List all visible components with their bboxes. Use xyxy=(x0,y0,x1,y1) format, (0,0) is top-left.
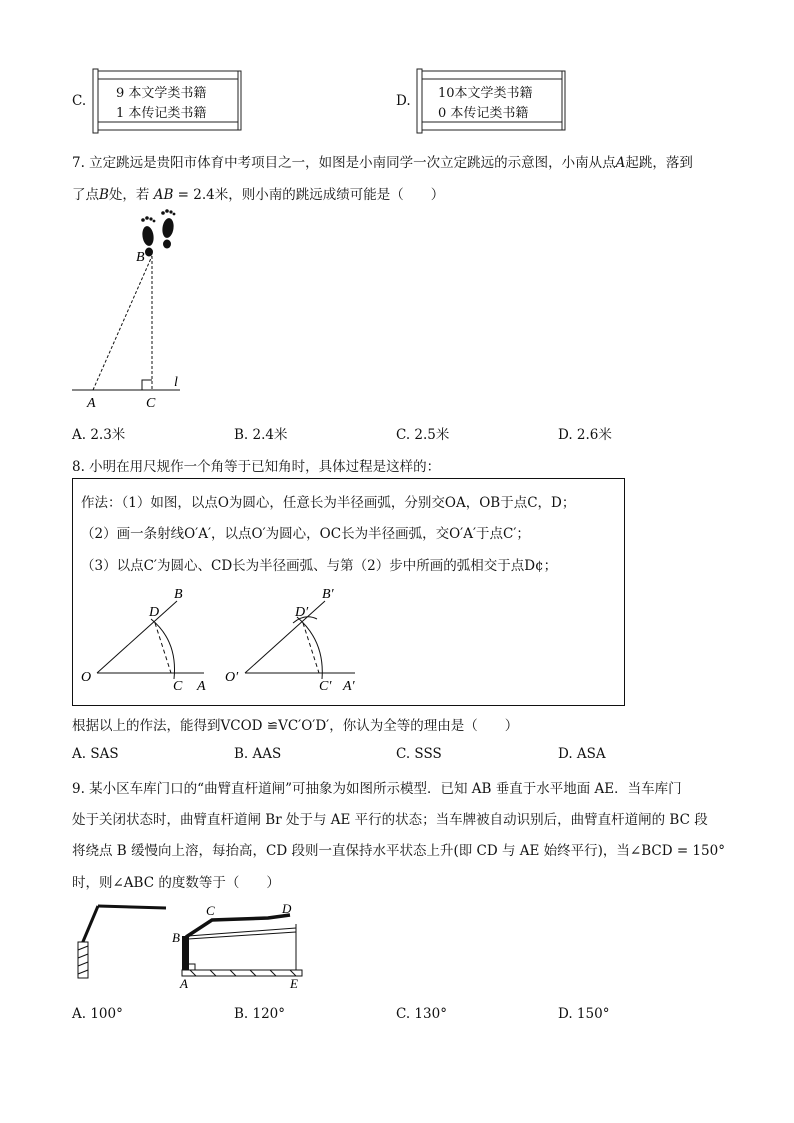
q6-option-d-line2: 0 本传记类书籍 xyxy=(438,106,529,121)
q9-label-C: C xyxy=(206,903,215,918)
q7-label-l: l xyxy=(174,375,178,390)
q6-option-c-line1: 9 本文学类书籍 xyxy=(116,86,207,101)
q6-option-c-label: C. xyxy=(72,93,87,109)
q8-fig2-label-C: C′ xyxy=(319,679,332,693)
q6-option-c xyxy=(72,68,252,136)
q9-gate-model xyxy=(170,900,310,992)
q6-option-c-line2: 1 本传记类书籍 xyxy=(116,106,207,121)
q8-figure-constructed xyxy=(225,583,375,693)
q8-option-b[interactable]: B. AAS xyxy=(234,746,282,762)
q8-option-a[interactable]: A. SAS xyxy=(72,746,119,762)
q7-option-a[interactable]: A. 2.3米 xyxy=(72,427,126,443)
q8-stem: 8. 小明在用尺规作一个角等于已知角时，具体过程是这样的： xyxy=(72,459,441,475)
q8-option-d[interactable]: D. ASA xyxy=(558,746,606,762)
q7-label-A: A xyxy=(87,396,96,411)
q7-option-b[interactable]: B. 2.4米 xyxy=(234,427,288,443)
q9-label-E: E xyxy=(290,976,298,991)
q8-fig2-label-D: D′ xyxy=(295,605,309,620)
q9-option-d[interactable]: D. 150° xyxy=(558,1006,610,1022)
q9-label-B: B xyxy=(172,930,180,945)
q8-fig2-label-O: O′ xyxy=(225,670,239,685)
q8-box-line1: 作法：（1）如图，以点O为圆心，任意长为半径画弧，分别交OA，OB于点C，D； xyxy=(81,495,576,511)
q8-fig2-label-B: B′ xyxy=(322,587,334,602)
q6-option-d xyxy=(396,68,576,136)
q8-option-c[interactable]: C. SSS xyxy=(396,746,442,762)
q8-box-line3: （3）以点C′为圆心、CD长为半径画弧、与第（2）步中所画的弧相交于点D¢； xyxy=(81,558,558,574)
q9-option-a[interactable]: A. 100° xyxy=(72,1006,123,1022)
q8-method-box xyxy=(72,478,625,706)
q6-option-d-line1: 10本文学类书籍 xyxy=(438,86,533,101)
q7-stem-line1: 7. 立定跳远是贵阳市体育中考项目之一，如图是小南同学一次立定跳远的示意图，小南从点A起跳，落到 xyxy=(72,155,693,171)
q9-stem-line1: 9. 某小区车库门口的“曲臂直杆道闸”可抽象为如图所示模型．已知 AB 垂直于水平地面 AE．当车库门 xyxy=(72,781,682,797)
q8-fig2-label-A: A′ xyxy=(343,679,355,693)
q9-label-D: D xyxy=(282,901,292,916)
q9-gate-photo-sketch xyxy=(72,900,168,986)
q9-label-A: A xyxy=(180,976,188,991)
q9-stem-line3: 将绕点 B 缓慢向上溶，每抬高，CD 段则一直保持水平状态上升(即 CD 与 AE 始终平行)，当∠BCD = 150° xyxy=(72,843,725,859)
q9-option-c[interactable]: C. 130° xyxy=(396,1006,447,1022)
q9-stem-line2: 处于关闭状态时，曲臂直杆道闸 Br 处于与 AE 平行的状态；当车牌被自动识别后，曲臂直杆道闸的 BC 段 xyxy=(72,812,708,828)
q7-label-C: C xyxy=(146,396,156,411)
q9-stem-line4: 时，则∠ABC 的度数等于（ ） xyxy=(72,875,280,891)
q8-fig1-label-O: O xyxy=(81,670,92,685)
q6-option-d-label: D. xyxy=(396,93,411,109)
q8-conclusion: 根据以上的作法，能得到VCOD ≌VC′O′D′，你认为全等的理由是（ ） xyxy=(72,718,519,734)
q9-option-b[interactable]: B. 120° xyxy=(234,1006,286,1022)
q7-stem-line2: 了点B处，若 AB = 2.4米，则小南的跳远成绩可能是（ ） xyxy=(72,187,445,203)
q7-label-B: B xyxy=(136,250,145,265)
q8-fig1-label-B: B xyxy=(174,587,183,602)
footprints-icon xyxy=(141,209,175,256)
q8-figure-original xyxy=(79,583,219,693)
q7-figure xyxy=(66,204,196,414)
q8-fig1-label-C: C xyxy=(173,679,183,693)
q7-option-c[interactable]: C. 2.5米 xyxy=(396,427,450,443)
q8-box-line2: （2）画一条射线O′A′，以点O′为圆心，OC长为半径画弧，交O′A′于点C′； xyxy=(81,526,530,542)
q8-fig1-label-A: A xyxy=(197,679,206,693)
q7-option-d[interactable]: D. 2.6米 xyxy=(558,427,612,443)
q8-fig1-label-D: D xyxy=(149,605,160,620)
